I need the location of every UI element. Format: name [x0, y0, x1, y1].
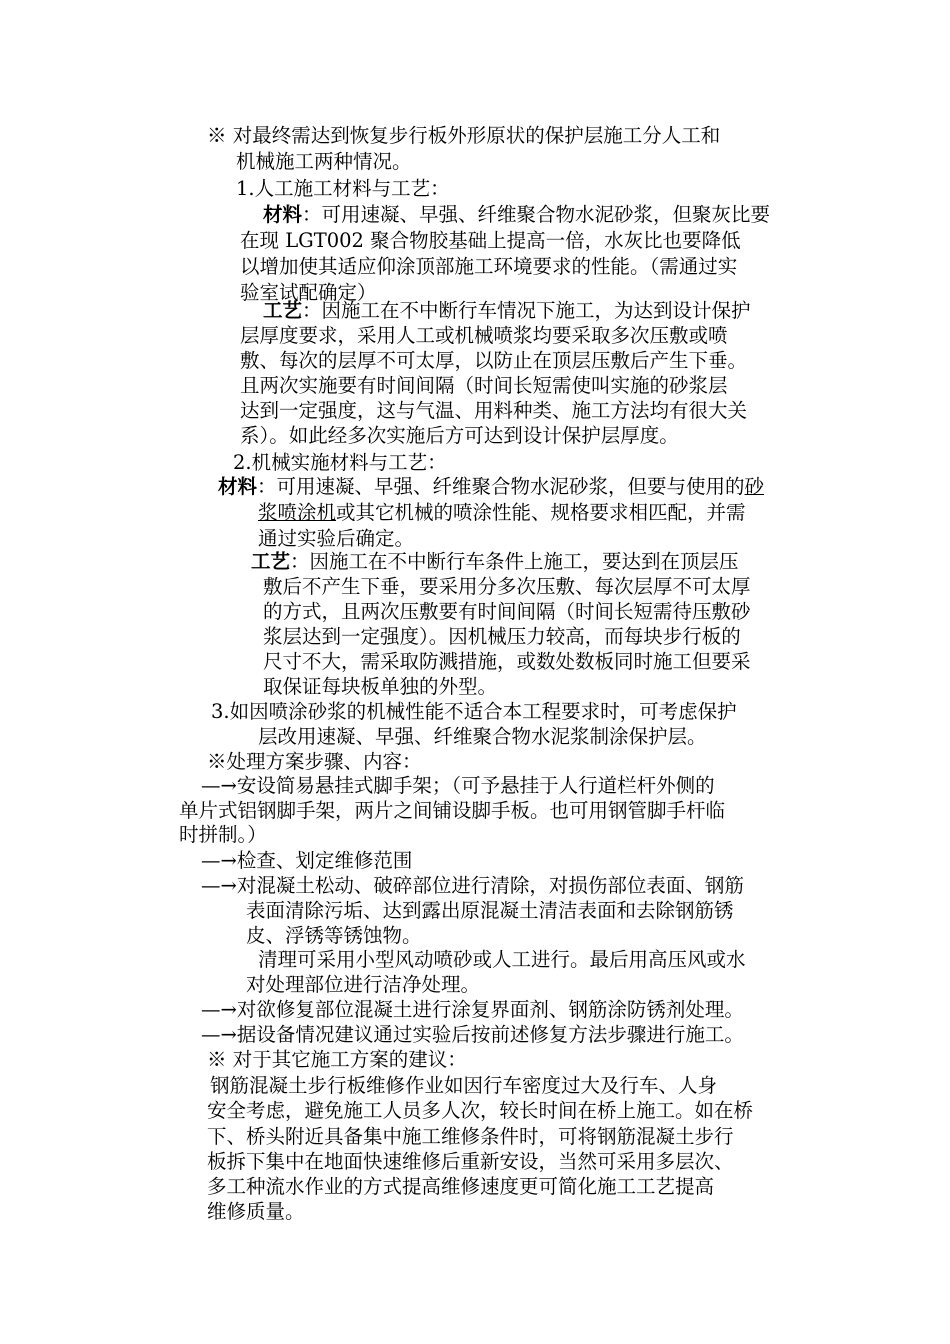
machine-material-text1: ：可用速凝、早强、纤维聚合物水泥砂浆，但要与使用的	[257, 475, 745, 498]
section3-line5: 多工种流水作业的方式提高维修速度更可简化施工工艺提高	[207, 1175, 715, 1198]
step3-text1: 对混凝土松动、破碎部位进行清除，对损伤部位表面、钢筋	[236, 874, 744, 897]
manual-material-line3: 以增加使其适应仰涂顶部施工环境要求的性能。（需通过实	[240, 255, 738, 278]
step3-line2: 表面清除污垢、达到露出原混凝土清洁表面和去除钢筋锈	[246, 899, 734, 922]
step1-text1: 安设简易悬挂式脚手架；（可予悬挂于人行道栏杆外侧的	[236, 774, 715, 797]
manual-material-label: 材料	[263, 203, 303, 226]
step1-line3: 时拼制。）	[179, 823, 267, 846]
machine-material-text2: 或其它机械的喷涂性能、规格要求相匹配，并需	[336, 501, 746, 524]
machine-material-label: 材料	[218, 475, 258, 498]
step2-line	[201, 848, 412, 874]
machine-process-line6: 取保证每块板单独的外型。	[263, 675, 498, 698]
machine-process-line1	[251, 549, 739, 575]
step4-text: 对欲修复部位混凝土进行涂复界面剂、钢筋涂防锈剂处理。	[236, 998, 744, 1021]
step3-line3: 皮、浮锈等锈蚀物。	[246, 924, 422, 947]
manual-material-line4: 验室试配确定）	[240, 281, 377, 304]
machine-process-line4: 浆层达到一定强度）。因机械压力较高，而每块步行板的	[263, 625, 741, 648]
step3-line1	[201, 873, 744, 899]
arrow-icon: —→	[201, 1023, 237, 1046]
manual-process-text1: ：因施工在不中断行车情况下施工，为达到设计保护	[302, 299, 751, 322]
section3-line4: 板拆下集中在地面快速维修后重新安设，当然可采用多层次、	[207, 1150, 734, 1173]
manual-material-line2: 在现 LGT002 聚合物胶基础上提高一倍，水灰比也要降低	[240, 229, 741, 252]
manual-material-line1	[263, 202, 770, 228]
manual-process-label: 工艺	[263, 299, 303, 322]
machine-process-line2: 敷后不产生下垂，要采用分多次压敷、每次层厚不可太厚	[263, 575, 751, 598]
step2-text: 检查、划定维修范围	[236, 849, 413, 872]
mortar-sprayer-link-b[interactable]: 浆喷涂机	[258, 501, 337, 524]
arrow-icon: —→	[201, 849, 237, 872]
arrow-icon: —→	[201, 774, 237, 797]
section3-heading: ※ 对于其它施工方案的建议：	[207, 1048, 467, 1071]
step3-note-line1: 清理可采用小型风动喷砂或人工进行。最后用高压风或水	[258, 948, 746, 971]
machine-process-label: 工艺	[251, 550, 291, 573]
arrow-icon: —→	[201, 874, 237, 897]
manual-process-line3: 敷、每次的层厚不可太厚，以防止在顶层压敷后产生下垂。	[240, 349, 748, 372]
manual-material-text1: ：可用速凝、早强、纤维聚合物水泥砂浆，但聚灰比要	[302, 203, 771, 226]
section3-line2: 安全考虑，避免施工人员多人次，较长时间在桥上施工。如在桥	[207, 1099, 754, 1122]
step4-line	[201, 997, 744, 1023]
manual-process-line6: 系）。如此经多次实施后方可达到设计保护层厚度。	[240, 424, 679, 447]
machine-material-line2	[258, 500, 746, 526]
section2-heading: ※处理方案步骤、内容：	[207, 750, 422, 773]
section1-heading-line2: 机械施工两种情况。	[236, 150, 412, 173]
machine-material-line3: 通过实验后确定。	[258, 527, 415, 550]
manual-title: 1.人工施工材料与工艺：	[236, 177, 450, 200]
manual-process-line4: 且两次实施要有时间间隔（时间长短需使叫实施的砂浆层	[240, 374, 728, 397]
item3-line1: 3.如因喷涂砂浆的机械性能不适合本工程要求时，可考虑保护	[211, 700, 737, 723]
step1-line2: 单片式铝钢脚手架，两片之间铺设脚手板。也可用钢管脚手杆临	[179, 799, 726, 822]
step3-note-line2: 对处理部位进行洁净处理。	[246, 973, 481, 996]
step5-line	[201, 1022, 744, 1048]
mortar-sprayer-link-a[interactable]: 砂	[744, 475, 765, 498]
manual-process-line1	[263, 298, 751, 324]
arrow-icon: —→	[201, 998, 237, 1021]
machine-process-line3: 的方式，且两次压敷要有时间间隔（时间长短需待压敷砂	[263, 600, 751, 623]
machine-process-text1: ：因施工在不中断行车条件上施工，要达到在顶层压	[290, 550, 739, 573]
section3-line3: 下、桥头附近具备集中施工维修条件时，可将钢筋混凝土步行	[207, 1125, 734, 1148]
step1-line1	[201, 773, 715, 799]
manual-process-line5: 达到一定强度，这与气温、用料种类、施工方法均有很大关	[240, 399, 748, 422]
section3-line6: 维修质量。	[207, 1200, 305, 1223]
section3-line1: 钢筋混凝土步行板维修作业如因行车密度过大及行车、人身	[210, 1074, 718, 1097]
machine-title: 2.机械实施材料与工艺：	[233, 451, 447, 474]
step5-text: 据设备情况建议通过实验后按前述修复方法步骤进行施工。	[236, 1023, 744, 1046]
machine-process-line5: 尺寸不大，需采取防溅措施，或数处数板同时施工但要采	[263, 650, 751, 673]
manual-process-line2: 层厚度要求，采用人工或机械喷浆均要采取多次压敷或喷	[240, 324, 728, 347]
machine-material-line1	[218, 474, 764, 500]
section1-heading-line1: ※ 对最终需达到恢复步行板外形原状的保护层施工分人工和	[207, 124, 721, 147]
item3-line2: 层改用速凝、早强、纤维聚合物水泥浆制涂保护层。	[258, 725, 707, 748]
